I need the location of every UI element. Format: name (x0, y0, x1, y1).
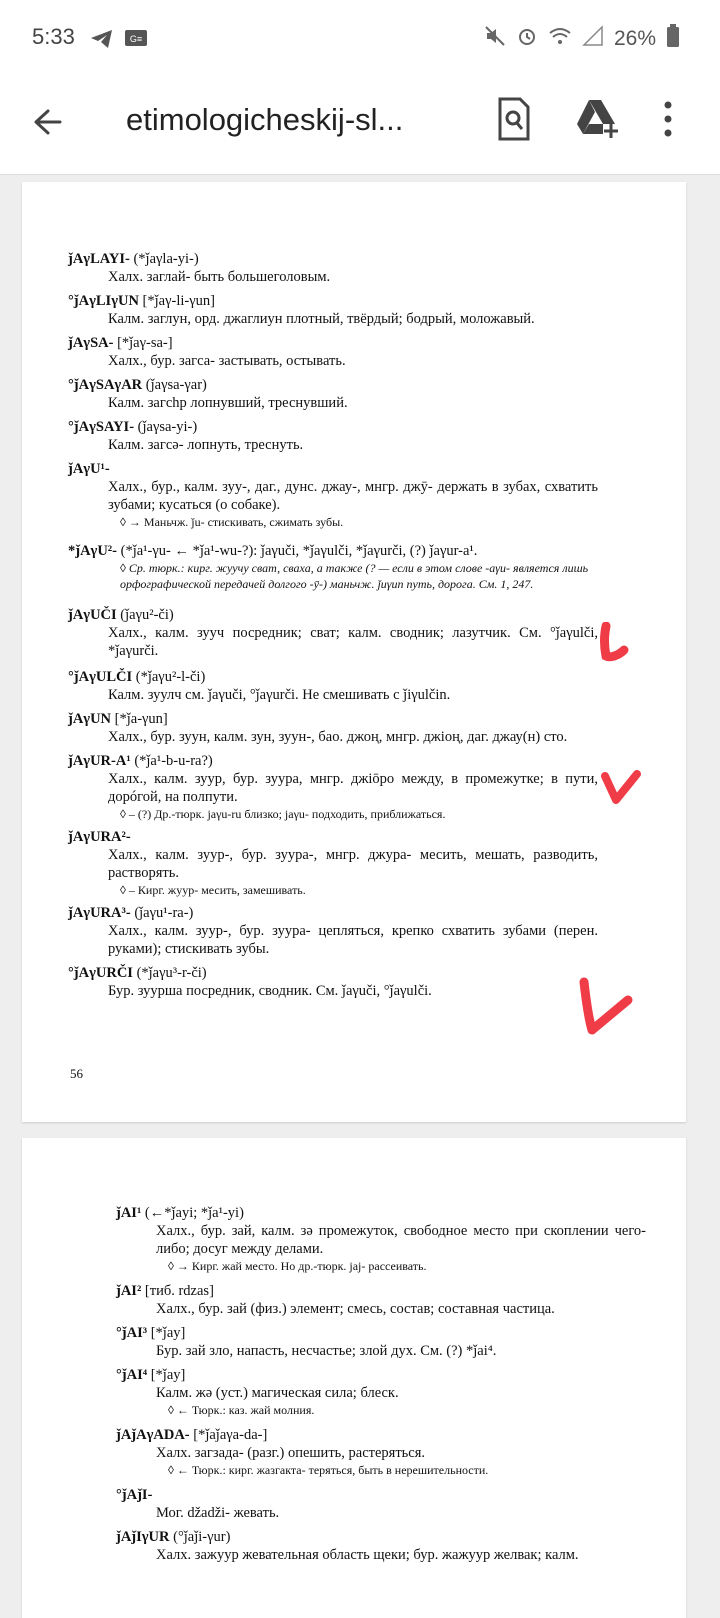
dictionary-entry (68, 752, 598, 822)
status-time: 5:33 (32, 24, 75, 49)
entry-etymology: (*ǰaγla-yi-) (129, 251, 199, 267)
entry-note: ◊ Ср. тюрк.: кирг. жуучу сват, сваха, а также (? — если в этом слове -aγu- является лишь орфографической передачей долгого -ӯ-) маньчж. ǰuγun путь, дорога. См. 1, 247. (120, 561, 589, 591)
entry-headword: ǰAγUN (68, 711, 112, 727)
entry-definition: Халх., бур. зай (физ.) элемент; смесь, состав; составная частица. (156, 1301, 555, 1317)
entry-note: ◊ – (?) Др.-тюрк. jaγu-ru близко; jaγu- подходить, приближаться. (120, 807, 446, 821)
entry-headword: °ǰAγSAγAR (68, 377, 143, 393)
entry-definition: Мог. džadži- жевать. (156, 1505, 280, 1521)
entry-note: ◊ – Кирг. жуур- месить, замешивать. (120, 883, 306, 897)
status-bar (0, 0, 720, 82)
entry-etymology: [*ǰay] (147, 1325, 186, 1341)
telegram-icon (90, 28, 114, 55)
red-check-mark (600, 622, 630, 662)
entry-headword: °ǰAǰI- (116, 1487, 153, 1503)
entry-etymology: [*ǰaγ-li-γun] (138, 293, 215, 309)
entry-headword: ǰAǰAγADA- (116, 1427, 190, 1443)
entry-definition: Калм. зуулч см. ǰaγuči, °ǰaγurči. Не смешивать с ǰiγulčin. (108, 687, 451, 703)
entry-definition: Калм. жә (уст.) магическая сила; блеск. (156, 1385, 399, 1401)
entry-definition: Калм. загchр лопнувший, треснувший. (108, 395, 348, 411)
dictionary-entry (68, 460, 598, 530)
entry-headword: ǰAγURA³- (68, 905, 131, 921)
battery-percent: 26% (613, 27, 656, 50)
entry-etymology: (ǰaγsa-γar) (142, 377, 207, 393)
add-to-drive-icon[interactable] (575, 98, 619, 140)
entry-headword: ǰAγURA²- (68, 829, 131, 845)
entry-headword: *ǰAγU²- (68, 543, 117, 559)
entry-etymology: (*ǰaγu²-l-či) (132, 669, 206, 685)
entry-definition: Халх. зажуур жевательная область щеки; бур. жажуур желвак; калм. (156, 1547, 579, 1563)
entry-definition: Халх., калм. зууч посредник; сват; калм. сводник; лазутчик. См. °ǰaγulči, *ǰaγurči. (108, 625, 598, 659)
entry-definition: Халх., бур. зай, калм. зә промежуток, свободное место при скоплении чего-либо; досуг между делами. (156, 1223, 646, 1257)
dictionary-entry (68, 376, 598, 412)
dictionary-entry (116, 1282, 646, 1318)
entry-etymology: [*ǰay] (147, 1367, 186, 1383)
entry-definition: Халх., бур., калм. зуу-, даг., дунс. джау-, мнгр. джӯ- держать в зубах, схватить зубами; кусаться (о собаке). (108, 479, 598, 513)
dictionary-entry (116, 1426, 646, 1478)
entry-note: ◊ ← Тюрк.: кирг. жазгакта- теряться, быть в нерешительности. (168, 1463, 489, 1477)
back-arrow-icon[interactable] (30, 102, 70, 142)
entry-definition: Халх. загзада- (разг.) опешить, растеряться. (156, 1445, 426, 1461)
entry-etymology: (←*ǰayi; *ǰa¹-yi) (141, 1205, 244, 1221)
document-title: etimologicheskij-sl... (126, 102, 404, 137)
dictionary-entry (116, 1528, 646, 1564)
pdf-page-57 (22, 1138, 686, 1618)
red-check-mark (578, 976, 634, 1038)
entry-headword: ǰAǰIγUR (116, 1529, 170, 1545)
entry-etymology: (*ǰa¹-γu- ← *ǰa¹-wu-?): ǰaγuči, *ǰaγulči, *ǰaγurči, (?) ǰaγur-a¹. (116, 543, 478, 559)
entry-headword: °ǰAγLIγUN (68, 293, 139, 309)
more-options-icon[interactable] (662, 98, 674, 140)
dictionary-entry (68, 668, 598, 704)
entry-definition: Халх., калм. зуур, бур. зуура, мнгр. джіōро между, в промежутке; в пути, дорóгой, на полпути. (108, 771, 598, 805)
dictionary-entry (68, 964, 598, 1000)
entry-note: ◊ → Маньчж. ǰu- стискивать, сжимать зубы. (120, 515, 344, 529)
entry-headword: ǰAγUČI (68, 607, 117, 623)
dictionary-entry (116, 1486, 646, 1522)
entry-etymology: [*ǰa-γun] (111, 711, 168, 727)
entry-definition: Халх., бур. зуун, калм. зун, зуун-, бао. джоң, мнгр. джіоң, даг. джау(н) сто. (108, 729, 568, 745)
entry-etymology: (*ǰaγu³-r-či) (132, 965, 207, 981)
dictionary-entry (68, 250, 598, 286)
mute-icon (484, 25, 506, 53)
entry-definition: Бур. зай зло, напасть, несчастье; злой дух. См. (?) *ǰai⁴. (156, 1343, 497, 1359)
wifi-icon (548, 25, 572, 53)
entry-headword: °ǰAγURČI (68, 965, 133, 981)
entry-etymology: (ǰaγu²-či) (116, 607, 174, 623)
dictionary-entry (68, 828, 598, 898)
entry-headword: °ǰAγSAYI- (68, 419, 135, 435)
alarm-icon (516, 25, 538, 53)
signal-icon (582, 25, 604, 53)
entry-etymology: (*ǰa¹-b-u-ra?) (130, 753, 213, 769)
dictionary-entry (68, 904, 598, 958)
dictionary-entry (116, 1204, 646, 1274)
dictionary-entry (116, 1366, 646, 1418)
entry-definition: Халх., калм. зуур-, бур. зуура-, мнгр. джура- месить, мешать, разводить, растворять. (108, 847, 598, 881)
entry-etymology: (ǰaγu¹-ra-) (130, 905, 194, 921)
entry-definition: Халх., калм. зуур-, бур. зуура- цепляться, крепко схватить зубами (перен. руками); стискивать зубы. (108, 923, 598, 957)
dictionary-entry (68, 542, 598, 592)
app-bar (0, 82, 720, 175)
entry-definition: Халх. заглай- быть большеголовым. (108, 269, 331, 285)
battery-icon (666, 24, 680, 54)
entry-etymology: [*ǰaγ-sa-] (113, 335, 173, 351)
entry-note: ◊ → Кирг. жай место. Но др.-тюрк. jaj- рассеивать. (168, 1259, 427, 1273)
entry-definition: Калм. загсә- лопнуть, треснуть. (108, 437, 304, 453)
gmail-icon (124, 28, 148, 55)
page-number: 56 (70, 1066, 83, 1081)
entry-headword: ǰAγU¹- (68, 461, 110, 477)
dictionary-entry (68, 606, 598, 660)
entry-etymology: [тиб. rdzas] (141, 1283, 214, 1299)
find-in-page-icon[interactable] (496, 96, 532, 142)
entry-headword: ǰAγSA- (68, 335, 114, 351)
entry-etymology: (°ǰaǰi-γur) (169, 1529, 231, 1545)
entry-headword: ǰAγLAYI- (68, 251, 130, 267)
entry-headword: °ǰAγULČI (68, 669, 133, 685)
entry-definition: Халх., бур. загса- застывать, остывать. (108, 353, 346, 369)
dictionary-entry (116, 1324, 646, 1360)
dictionary-entry (68, 418, 598, 454)
entry-headword: ǰAI¹ (116, 1205, 142, 1221)
entry-etymology: [*ǰaǰaγa-da-] (189, 1427, 268, 1443)
dictionary-entry (68, 710, 598, 746)
entry-headword: °ǰAI⁴ (116, 1367, 148, 1383)
dictionary-entry (68, 292, 598, 328)
svg-text:G≡: G≡ (129, 34, 143, 44)
red-check-mark (600, 768, 642, 808)
entry-headword: °ǰAI³ (116, 1325, 148, 1341)
entry-headword: ǰAI² (116, 1283, 142, 1299)
entry-etymology: (ǰaγsa-yi-) (134, 419, 198, 435)
pdf-page-56 (22, 182, 686, 1122)
entry-note: ◊ ← Тюрк.: каз. жай молния. (168, 1403, 315, 1417)
dictionary-entry (68, 334, 598, 370)
entry-definition: Бур. зууршa посредник, сводник. См. ǰaγuči, °ǰaγulči. (108, 983, 432, 999)
entry-definition: Калм. заглун, орд. джаглиун плотный, твёрдый; бодрый, моложавый. (108, 311, 535, 327)
entry-headword: ǰAγUR-A¹ (68, 753, 131, 769)
